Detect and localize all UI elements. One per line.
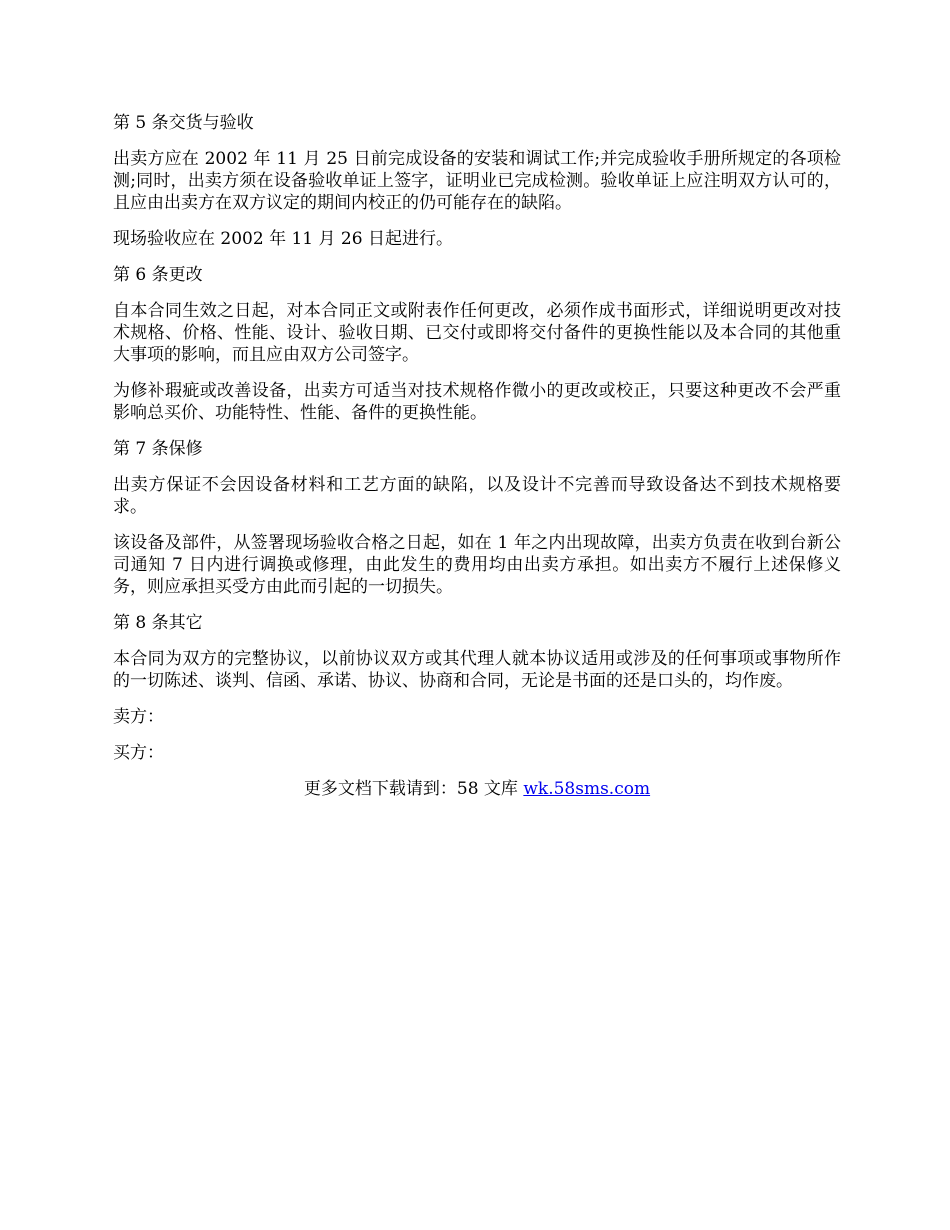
section-7-paragraph-1: 出卖方保证不会因设备材料和工艺方面的缺陷，以及设计不完善而导致设备达不到技术规格要求。 <box>113 475 841 517</box>
section-8-title: 第 8 条其它 <box>113 613 203 633</box>
section-5-paragraph-2: 现场验收应在 2002 年 11 月 26 日起进行。 <box>113 229 453 249</box>
section-7-title: 第 7 条保修 <box>113 439 203 459</box>
section-6-paragraph-2: 为修补瑕疵或改善设备，出卖方可适当对技术规格作微小的更改或校正，只要这种更改不会严重影响总买价、功能特性、性能、备件的更换性能。 <box>113 381 841 423</box>
footer-download-note <box>113 778 841 800</box>
section-6-paragraph-1: 自本合同生效之日起，对本合同正文或附表作任何更改，必须作成书面形式，详细说明更改对技术规格、价格、性能、设计、验收日期、已交付或即将交付备件的更换性能以及本合同的其他重大事项的影响，而且应由双方公司签字。 <box>113 301 841 365</box>
section-5-title: 第 5 条交货与验收 <box>113 113 254 133</box>
section-6-title: 第 6 条更改 <box>113 265 203 285</box>
section-8-paragraph-1: 本合同为双方的完整协议，以前协议双方或其代理人就本协议适用或涉及的任何事项或事物所作的一切陈述、谈判、信函、承诺、协议、协商和合同，无论是书面的还是口头的，均作废。 <box>113 649 841 691</box>
buyer-signature-label: 买方： <box>113 743 164 763</box>
seller-signature-label: 卖方： <box>113 707 164 727</box>
footer-link[interactable]: wk.58sms.com <box>523 779 651 799</box>
footer-text: 更多文档下载请到：58 文库 <box>303 779 524 799</box>
document-page <box>113 112 841 800</box>
section-5-paragraph-1: 出卖方应在 2002 年 11 月 25 日前完成设备的安装和调试工作;并完成验收手册所规定的各项检测;同时，出卖方须在设备验收单证上签字，证明业已完成检测。验收单证上应注明双方认可的，且应由出卖方在双方议定的期间内校正的仍可能存在的缺陷。 <box>113 149 841 213</box>
section-7-paragraph-2: 该设备及部件，从签署现场验收合格之日起，如在 1 年之内出现故障，出卖方负责在收到台新公司通知 7 日内进行调换或修理，由此发生的费用均由出卖方承担。如出卖方不履行上述保修义务，则应承担买受方由此而引起的一切损失。 <box>113 533 841 597</box>
